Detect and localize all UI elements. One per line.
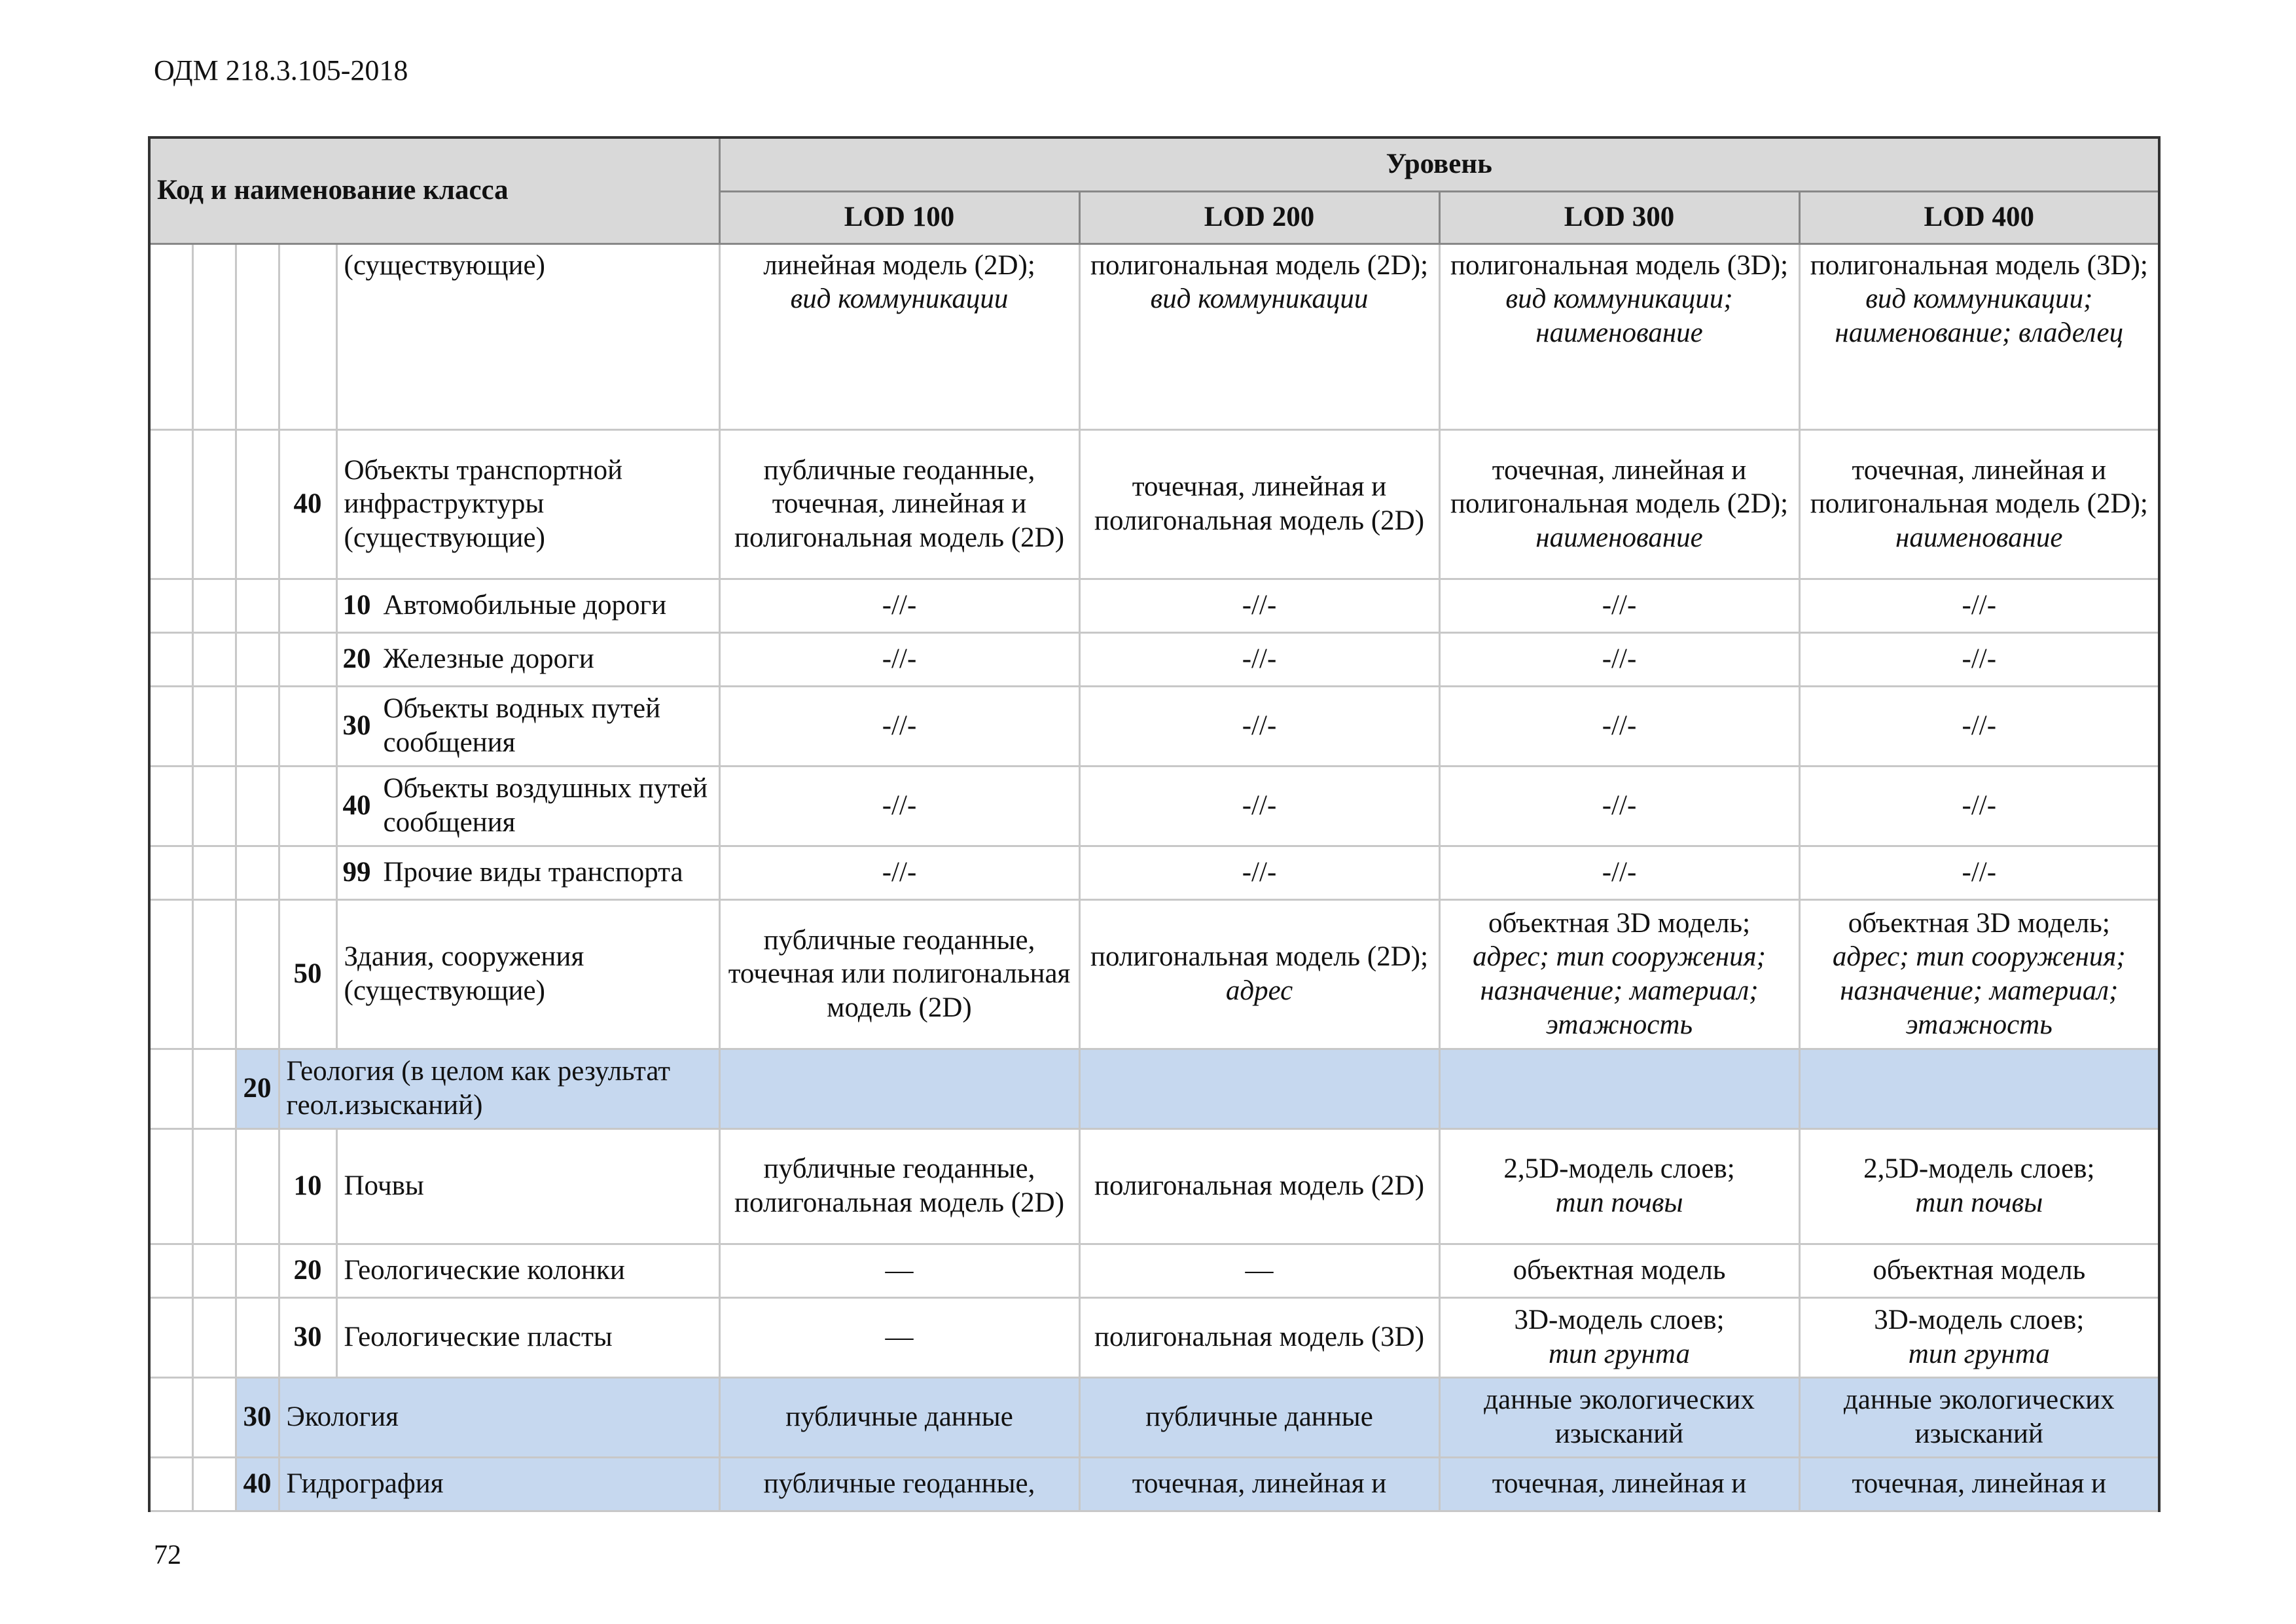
cell-lod-300: -//-: [1439, 579, 1799, 632]
table-row: [149, 1244, 2159, 1297]
page-number: 72: [154, 1540, 181, 1570]
header-level: Уровень: [719, 137, 2159, 191]
class-code: 99: [342, 857, 371, 888]
class-code: 40: [236, 1457, 279, 1511]
header-lod-300: LOD 300: [1439, 191, 1799, 244]
class-name: Почвы: [336, 1128, 719, 1244]
cell-lod-100: публичные геоданные, полигональная модель (2D): [719, 1128, 1079, 1244]
cell-lod-400: -//-: [1799, 766, 2159, 846]
cell-lod-300: точечная, линейная и: [1439, 1457, 1799, 1511]
header-class-name: Код и наименование класса: [149, 137, 719, 244]
class-name: Геология (в целом как результат геол.изысканий): [279, 1049, 719, 1128]
class-name: (существующие): [336, 244, 719, 429]
table-row: [149, 766, 2159, 846]
table-row: [149, 579, 2159, 632]
cell-lod-100: -//-: [719, 766, 1079, 846]
cell-lod-200: полигональная модель (3D): [1079, 1297, 1439, 1377]
table-header: [149, 137, 2159, 244]
header-lod-200: LOD 200: [1079, 191, 1439, 244]
cell-lod-200: [1079, 1049, 1439, 1128]
cell-lod-300: -//-: [1439, 846, 1799, 899]
cell-lod-200: полигональная модель (2D): [1079, 1128, 1439, 1244]
cell-lod-100: -//-: [719, 686, 1079, 766]
document-code: ОДМ 218.3.105-2018: [154, 54, 408, 86]
cell-lod-400: точечная, линейная и: [1799, 1457, 2159, 1511]
cell-lod-300: объектная 3D модель; адрес; тип сооружения; назначение; материал; этажность: [1439, 899, 1799, 1049]
cell-lod-100: —: [719, 1297, 1079, 1377]
class-code: 50: [279, 899, 336, 1049]
class-name: Гидрография: [279, 1457, 719, 1511]
cell-lod-100: публичные данные: [719, 1377, 1079, 1457]
cell-lod-200: -//-: [1079, 632, 1439, 686]
cell-lod-400: -//-: [1799, 846, 2159, 899]
table-row: [149, 1297, 2159, 1377]
class-code: 20: [342, 643, 371, 675]
cell-lod-100: -//-: [719, 632, 1079, 686]
cell-lod-300: -//-: [1439, 632, 1799, 686]
cell-lod-300: -//-: [1439, 766, 1799, 846]
table-row: [149, 632, 2159, 686]
cell-lod-400: объектная 3D модель; адрес; тип сооружения; назначение; материал; этажность: [1799, 899, 2159, 1049]
class-code: 30: [342, 710, 371, 742]
cell-lod-400: [1799, 1049, 2159, 1128]
cell-lod-400: -//-: [1799, 579, 2159, 632]
table-row: [149, 899, 2159, 1049]
cell-lod-200: -//-: [1079, 686, 1439, 766]
table-row: [149, 1377, 2159, 1457]
cell-lod-200: -//-: [1079, 766, 1439, 846]
class-name: Объекты транспортной инфраструктуры (существующие): [336, 429, 719, 579]
class-code: 40: [279, 429, 336, 579]
cell-lod-100: публичные геоданные,: [719, 1457, 1079, 1511]
cell-lod-300: 2,5D-модель слоев; тип почвы: [1439, 1128, 1799, 1244]
class-code: 30: [236, 1377, 279, 1457]
class-code: 40: [342, 790, 371, 821]
cell-lod-300: -//-: [1439, 686, 1799, 766]
cell-lod-100: публичные геоданные, точечная или полигональная модель (2D): [719, 899, 1079, 1049]
class-name: Объекты водных путей сообщения: [383, 693, 661, 758]
class-name: Геологические пласты: [336, 1297, 719, 1377]
table-row: [149, 1049, 2159, 1128]
cell-lod-300: [1439, 1049, 1799, 1128]
class-code: 10: [342, 590, 371, 621]
class-name: Здания, сооружения (существующие): [336, 899, 719, 1049]
cell-lod-200: полигональная модель (2D); адрес: [1079, 899, 1439, 1049]
cell-lod-400: объектная модель: [1799, 1244, 2159, 1297]
cell-lod-100: -//-: [719, 579, 1079, 632]
cell-lod-400: -//-: [1799, 686, 2159, 766]
cell-lod-100: публичные геоданные, точечная, линейная и полигональная модель (2D): [719, 429, 1079, 579]
table-row: [149, 686, 2159, 766]
table-row: [149, 846, 2159, 899]
cell-lod-400: 3D-модель слоев; тип грунта: [1799, 1297, 2159, 1377]
cell-lod-300: полигональная модель (3D); вид коммуникации; наименование: [1439, 244, 1799, 429]
cell-lod-200: -//-: [1079, 579, 1439, 632]
table-row: [149, 1457, 2159, 1511]
table-row: [149, 429, 2159, 579]
cell-lod-200: —: [1079, 1244, 1439, 1297]
class-code: 20: [279, 1244, 336, 1297]
class-name: Объекты воздушных путей сообщения: [383, 773, 708, 838]
cell-lod-200: полигональная модель (2D); вид коммуникации: [1079, 244, 1439, 429]
cell-lod-200: точечная, линейная и: [1079, 1457, 1439, 1511]
cell-lod-300: объектная модель: [1439, 1244, 1799, 1297]
cell-lod-400: данные экологических изысканий: [1799, 1377, 2159, 1457]
header-lod-100: LOD 100: [719, 191, 1079, 244]
class-code: 30: [279, 1297, 336, 1377]
cell-lod-100: —: [719, 1244, 1079, 1297]
cell-lod-200: точечная, линейная и полигональная модель (2D): [1079, 429, 1439, 579]
cell-lod-400: -//-: [1799, 632, 2159, 686]
class-name: Железные дороги: [383, 643, 594, 675]
cell-lod-400: 2,5D-модель слоев; тип почвы: [1799, 1128, 2159, 1244]
class-name: Прочие виды транспорта: [383, 857, 683, 888]
cell-lod-400: точечная, линейная и полигональная модель (2D); наименование: [1799, 429, 2159, 579]
table-row: [149, 244, 2159, 429]
class-name: Экология: [279, 1377, 719, 1457]
cell-lod-300: точечная, линейная и полигональная модель (2D); наименование: [1439, 429, 1799, 579]
class-code: 20: [236, 1049, 279, 1128]
cell-lod-200: -//-: [1079, 846, 1439, 899]
cell-lod-300: 3D-модель слоев; тип грунта: [1439, 1297, 1799, 1377]
class-code: 10: [279, 1128, 336, 1244]
cell-lod-200: публичные данные: [1079, 1377, 1439, 1457]
cell-lod-300: данные экологических изысканий: [1439, 1377, 1799, 1457]
table-row: [149, 1128, 2159, 1244]
cell-lod-400: полигональная модель (3D); вид коммуникации; наименование; владелец: [1799, 244, 2159, 429]
cell-lod-100: [719, 1049, 1079, 1128]
cell-lod-100: -//-: [719, 846, 1079, 899]
lod-table: [148, 136, 2161, 1512]
class-name: Автомобильные дороги: [383, 590, 667, 621]
cell-lod-100: линейная модель (2D); вид коммуникации: [719, 244, 1079, 429]
header-lod-400: LOD 400: [1799, 191, 2159, 244]
class-name: Геологические колонки: [336, 1244, 719, 1297]
